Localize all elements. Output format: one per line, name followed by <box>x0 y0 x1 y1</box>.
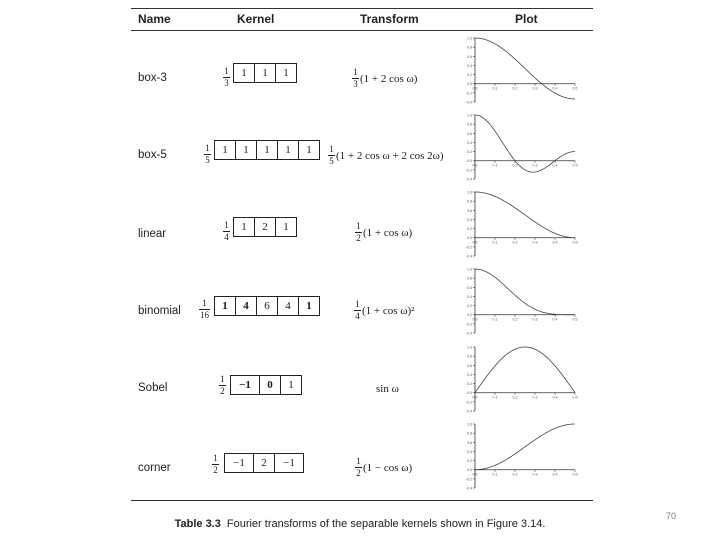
kernel-cell: 1 <box>254 64 275 82</box>
kernel-scale: 1 3 <box>224 66 229 88</box>
filter-name: binomial <box>138 305 181 317</box>
x-tick-label: 0.1 <box>492 86 498 91</box>
y-tick-label: -0.2 <box>465 322 472 327</box>
kernel-scale: 1 2 <box>213 453 218 475</box>
table-row <box>0 420 720 497</box>
kernel-cell: 2 <box>254 218 275 236</box>
x-tick-label: 0.3 <box>532 317 538 322</box>
table-row <box>0 343 720 420</box>
response-curve <box>475 269 575 315</box>
response-curve <box>472 115 575 172</box>
frequency-response-plot <box>462 188 580 262</box>
kernel-cell: 1 <box>241 221 247 233</box>
x-tick-label: 0.4 <box>552 86 558 91</box>
y-tick-label: 0.0 <box>467 236 472 241</box>
frequency-response-plot <box>462 34 580 108</box>
filter-name: box-5 <box>138 149 167 161</box>
y-tick-label: 0.2 <box>467 304 472 309</box>
kernel-cell: 0 <box>259 376 280 394</box>
kernel-cell: −1 <box>274 454 303 472</box>
transform-formula: sin ω <box>376 383 399 395</box>
y-tick-label: 0.8 <box>467 354 472 359</box>
kernel-cell: 1 <box>298 297 319 315</box>
kernel-cell: 1 <box>235 141 256 159</box>
frequency-response-plot <box>462 111 580 185</box>
kernel-cell: 1 <box>298 141 319 159</box>
x-tick-label: 0.1 <box>492 395 498 400</box>
y-tick-label: -0.4 <box>465 486 472 491</box>
y-tick-label: 0.4 <box>467 372 472 377</box>
kernel-cells <box>230 375 302 395</box>
table-row <box>0 34 720 111</box>
y-tick-label: 0.6 <box>467 54 472 59</box>
y-tick-label: -0.2 <box>465 477 472 482</box>
kernel-cells <box>214 140 320 160</box>
kernel-cell: 1 <box>222 300 228 312</box>
transform-formula: $\frac{1}{5}$ (1 + 2 cos ω + 2 cos 2ω) <box>329 144 444 166</box>
y-tick-label: 0.6 <box>467 440 472 445</box>
table-row <box>0 111 720 188</box>
x-tick-label: 0.0 <box>472 163 478 168</box>
kernel-cell: −1 <box>233 457 245 469</box>
x-tick-label: 0.5 <box>572 395 578 400</box>
table-row <box>0 188 720 265</box>
kernel-scale: 1 2 <box>220 374 225 396</box>
kernel-cells <box>224 453 304 473</box>
filter-name: corner <box>138 462 171 474</box>
y-tick-label: 0.2 <box>467 73 472 78</box>
y-tick-label: 0.2 <box>467 227 472 232</box>
x-tick-label: 0.5 <box>572 472 578 477</box>
y-tick-label: 1.0 <box>467 190 472 195</box>
x-tick-label: 0.3 <box>532 163 538 168</box>
y-tick-label: 0.8 <box>467 276 472 281</box>
x-tick-label: 0.4 <box>552 317 558 322</box>
y-tick-label: 1.0 <box>467 345 472 350</box>
transform-formula: $\frac{1}{3}$ (1 + 2 cos ω) <box>353 67 418 89</box>
kernel-scale: 1 16 <box>200 298 209 320</box>
x-tick-label: 0.1 <box>492 317 498 322</box>
y-tick-label: 0.0 <box>467 468 472 473</box>
y-tick-label: 0.8 <box>467 431 472 436</box>
frequency-response-plot <box>462 343 580 417</box>
filter-name: linear <box>138 228 167 240</box>
x-tick-label: 0.0 <box>472 472 478 477</box>
y-tick-label: 1.0 <box>467 113 472 118</box>
kernel-cell: 1 <box>277 141 298 159</box>
x-tick-label: 0.4 <box>552 240 558 245</box>
kernel-cell: 1 <box>241 67 247 79</box>
x-tick-label: 0.5 <box>572 240 578 245</box>
kernel-cell: −1 <box>239 379 251 391</box>
x-tick-label: 0.2 <box>512 395 518 400</box>
kernel-cell: 1 <box>280 376 301 394</box>
table-header-rule <box>131 30 593 31</box>
y-tick-label: -0.4 <box>465 100 472 105</box>
y-tick-label: -0.4 <box>465 177 472 182</box>
header-transform: Transform <box>360 12 419 26</box>
y-tick-label: 1.0 <box>467 36 472 41</box>
x-tick-label: 0.0 <box>472 395 478 400</box>
header-kernel: Kernel <box>237 12 275 26</box>
x-tick-label: 0.4 <box>552 472 558 477</box>
kernel-cell: 2 <box>253 454 274 472</box>
x-tick-label: 0.1 <box>492 472 498 477</box>
x-tick-label: 0.3 <box>532 472 538 477</box>
table-row <box>0 265 720 342</box>
transform-formula: $\frac{1}{2}$ (1 + cos ω) <box>356 221 413 243</box>
x-tick-label: 0.3 <box>532 240 538 245</box>
y-tick-label: 0.6 <box>467 363 472 368</box>
kernel-cells <box>233 217 297 237</box>
y-tick-label: -0.4 <box>465 254 472 259</box>
y-tick-label: 0.2 <box>467 459 472 464</box>
x-tick-label: 0.3 <box>532 395 538 400</box>
y-tick-label: 1.0 <box>467 422 472 427</box>
x-tick-label: 0.4 <box>552 395 558 400</box>
x-tick-label: 0.5 <box>572 86 578 91</box>
caption-text: Fourier transforms of the separable kernels shown in Figure 3.14. <box>226 518 546 530</box>
filter-name: Sobel <box>138 382 168 394</box>
x-tick-label: 0.0 <box>472 240 478 245</box>
filter-name: box-3 <box>138 72 167 84</box>
y-tick-label: 0.4 <box>467 294 472 299</box>
header-name: Name <box>138 12 171 26</box>
x-tick-label: 0.2 <box>512 86 518 91</box>
frequency-response-plot <box>462 420 580 494</box>
header-plot: Plot <box>515 12 538 26</box>
kernel-cells <box>214 296 320 316</box>
x-tick-label: 0.0 <box>472 86 478 91</box>
y-tick-label: 0.8 <box>467 199 472 204</box>
kernel-cell: 6 <box>256 297 277 315</box>
response-curve <box>475 424 575 470</box>
y-tick-label: 0.0 <box>467 159 472 164</box>
y-tick-label: -0.4 <box>465 409 472 414</box>
response-curve <box>472 38 575 99</box>
y-tick-label: 0.0 <box>467 313 472 318</box>
y-tick-label: 1.0 <box>467 267 472 272</box>
y-tick-label: -0.2 <box>465 91 472 96</box>
y-tick-label: 0.4 <box>467 217 472 222</box>
kernel-scale: 1 5 <box>205 143 210 165</box>
page-number: 70 <box>666 511 677 521</box>
y-tick-label: 0.2 <box>467 150 472 155</box>
kernel-cell: 1 <box>256 141 277 159</box>
y-tick-label: 0.6 <box>467 131 472 136</box>
y-tick-label: 0.0 <box>467 391 472 396</box>
kernel-cell: 4 <box>277 297 298 315</box>
kernel-cell: 1 <box>275 218 296 236</box>
y-tick-label: 0.4 <box>467 140 472 145</box>
x-tick-label: 0.2 <box>512 163 518 168</box>
y-tick-label: -0.2 <box>465 245 472 250</box>
x-tick-label: 0.2 <box>512 317 518 322</box>
y-tick-label: -0.2 <box>465 400 472 405</box>
x-tick-label: 0.2 <box>512 472 518 477</box>
response-curve <box>475 347 575 393</box>
x-tick-label: 0.0 <box>472 317 478 322</box>
transform-formula: $\frac{1}{2}$ (1 − cos ω) <box>356 456 413 478</box>
y-tick-label: 0.0 <box>467 82 472 87</box>
table-caption <box>0 518 720 530</box>
kernel-cells <box>233 63 297 83</box>
y-tick-label: 0.6 <box>467 285 472 290</box>
x-tick-label: 0.1 <box>492 240 498 245</box>
table-top-rule <box>131 8 593 9</box>
x-tick-label: 0.3 <box>532 86 538 91</box>
x-tick-label: 0.5 <box>572 163 578 168</box>
caption-label: Table 3.3 <box>174 518 221 530</box>
y-tick-label: 0.2 <box>467 382 472 387</box>
x-tick-label: 0.1 <box>492 163 498 168</box>
y-tick-label: 0.4 <box>467 449 472 454</box>
frequency-response-plot <box>462 265 580 339</box>
x-tick-label: 0.2 <box>512 240 518 245</box>
y-tick-label: -0.4 <box>465 331 472 336</box>
kernel-cell: 4 <box>235 297 256 315</box>
y-tick-label: 0.6 <box>467 208 472 213</box>
x-tick-label: 0.5 <box>572 317 578 322</box>
kernel-scale: 1 4 <box>224 220 229 242</box>
table-bottom-rule <box>131 500 593 501</box>
y-tick-label: 0.8 <box>467 45 472 50</box>
kernel-cell: 1 <box>222 144 228 156</box>
transform-formula: $\frac{1}{4}$ (1 + cos ω)² <box>355 299 415 321</box>
response-curve <box>475 192 575 238</box>
y-tick-label: -0.2 <box>465 168 472 173</box>
kernel-cell: 1 <box>275 64 296 82</box>
x-tick-label: 0.4 <box>552 163 558 168</box>
y-tick-label: 0.4 <box>467 63 472 68</box>
y-tick-label: 0.8 <box>467 122 472 127</box>
